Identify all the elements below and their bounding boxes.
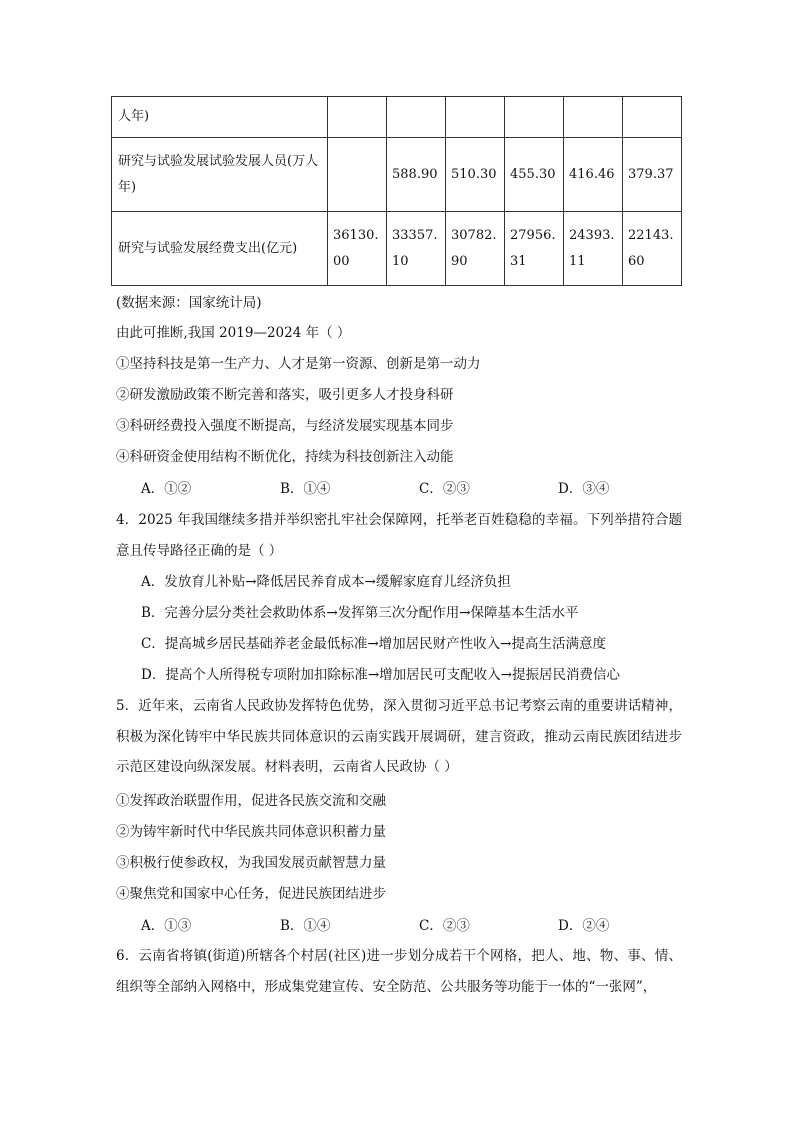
data-source-note: (数据来源：国家统计局) <box>116 295 262 311</box>
q4-option-d[interactable]: D．提高个人所得税专项附加扣除标准→增加居民可支配收入→提振居民消费信心 <box>141 667 620 683</box>
q3-stem: 由此可推断,我国 2019—2024 年（ ） <box>116 325 351 341</box>
row-label: 研究与试验发展经费支出(亿元) <box>112 212 328 286</box>
q5-options <box>141 916 697 936</box>
q5-statement-4: ④聚焦党和国家中心任务，促进民族团结进步 <box>116 886 386 902</box>
q3-options <box>141 479 697 499</box>
table-cell <box>623 97 682 138</box>
table-cell <box>564 97 623 138</box>
q4-option-b[interactable]: B．完善分层分类社会救助体系→发挥第三次分配作用→保障基本生活水平 <box>141 605 579 621</box>
q4-option-c[interactable]: C．提高城乡居民基础养老金最低标准→增加居民财产性收入→提高生活满意度 <box>141 636 606 652</box>
q3-option-b[interactable]: B．①④ <box>280 481 331 497</box>
table-cell: 33357.10 <box>387 212 446 286</box>
table-cell: 510.30 <box>446 138 505 212</box>
rd-statistics-table <box>111 96 682 286</box>
q5-statement-3: ③积极行使参政权，为我国发展贡献智慧力量 <box>116 855 386 871</box>
q4-option-a[interactable]: A．发放育儿补贴→降低居民养育成本→缓解家庭育儿经济负担 <box>141 574 511 590</box>
table-cell: 455.30 <box>505 138 564 212</box>
table-cell <box>387 97 446 138</box>
table-cell <box>328 138 387 212</box>
table-cell: 24393.11 <box>564 212 623 286</box>
table-cell: 30782.90 <box>446 212 505 286</box>
table-cell: 36130.00 <box>328 212 387 286</box>
table-row <box>112 138 682 212</box>
q5-statement-1: ①发挥政治联盟作用，促进各民族交流和交融 <box>116 793 386 809</box>
q5-option-c[interactable]: C．②③ <box>419 918 470 934</box>
q4-stem: 4．2025 年我国继续多措并举织密扎牢社会保障网，托举老百姓稳稳的幸福。下列举措符合题意且传导路径正确的是（ ） <box>116 512 682 559</box>
q6-stem: 6．云南省将镇(街道)所辖各个村居(社区)进一步划分成若干个网格，把人、地、物、事、情、组织等全部纳入网格中，形成集党建宣传、安全防范、公共服务等功能于一体的“一张网”， <box>116 948 682 995</box>
q3-statement-3: ③科研经费投入强度不断提高，与经济发展实现基本同步 <box>116 418 454 434</box>
q3-statement-4: ④科研资金使用结构不断优化，持续为科技创新注入动能 <box>116 449 454 465</box>
table-cell <box>505 97 564 138</box>
q3-option-a[interactable]: A．①② <box>141 481 192 497</box>
table-row <box>112 97 682 138</box>
q3-statement-1: ①坚持科技是第一生产力、人才是第一资源、创新是第一动力 <box>116 356 481 372</box>
q5-option-b[interactable]: B．①④ <box>280 918 331 934</box>
row-label: 研究与试验发展试验发展人员(万人年) <box>112 138 328 212</box>
q5-statement-2: ②为铸牢新时代中华民族共同体意识积蓄力量 <box>116 824 386 840</box>
table-cell: 379.37 <box>623 138 682 212</box>
q5-stem: 5．近年来，云南省人民政协发挥特色优势，深入贯彻习近平总书记考察云南的重要讲话精神，积极为深化铸牢中华民族共同体意识的云南实践开展调研，建言资政，推动云南民族团结进步示范区建设向纵深发展。材料表明，云南省人民政协（ ） <box>116 698 682 775</box>
table-cell: 416.46 <box>564 138 623 212</box>
q3-statement-2: ②研发激励政策不断完善和落实，吸引更多人才投身科研 <box>116 387 454 403</box>
row-label: 人年) <box>112 97 328 138</box>
table-cell: 27956.31 <box>505 212 564 286</box>
q3-option-c[interactable]: C．②③ <box>419 481 470 497</box>
table-row <box>112 212 682 286</box>
q3-option-d[interactable]: D．③④ <box>558 481 610 497</box>
table-cell: 588.90 <box>387 138 446 212</box>
q5-option-a[interactable]: A．①③ <box>141 918 192 934</box>
q5-option-d[interactable]: D．②④ <box>558 918 610 934</box>
table-cell <box>328 97 387 138</box>
table-cell: 22143.60 <box>623 212 682 286</box>
table-cell <box>446 97 505 138</box>
